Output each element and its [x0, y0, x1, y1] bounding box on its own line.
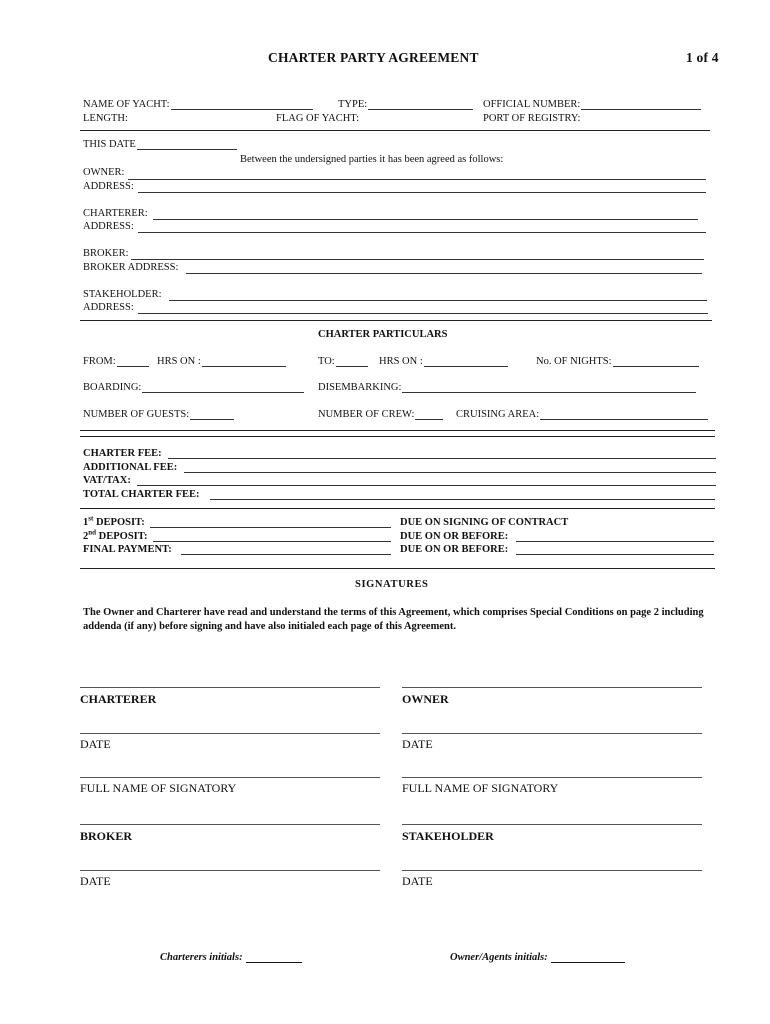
yacht-name-field[interactable] [171, 99, 313, 110]
owner-field[interactable] [128, 179, 706, 180]
disembarking-field[interactable] [402, 382, 696, 393]
yacht-type-field[interactable] [368, 99, 473, 110]
broker-signature-line[interactable] [80, 824, 380, 825]
due-signing-label: DUE ON SIGNING OF CONTRACT [400, 517, 569, 528]
cruising-label: CRUISING AREA: [456, 409, 540, 420]
broker-address-label: BROKER ADDRESS: [83, 262, 179, 273]
crew-field[interactable] [415, 409, 443, 420]
charterer-date-label: DATE [80, 737, 111, 751]
owner-initials-row [450, 952, 625, 963]
boarding-label: BOARDING: [83, 382, 142, 393]
divider [80, 436, 715, 437]
stakeholder-field[interactable] [169, 300, 707, 301]
due-before-field-1[interactable] [516, 541, 714, 542]
nights-label: No. OF NIGHTS: [536, 356, 612, 367]
page-number: 1 of 4 [686, 50, 719, 65]
from-label: FROM: [83, 356, 116, 367]
additional-fee-field[interactable] [184, 472, 716, 473]
vat-label: VAT/TAX: [83, 475, 131, 486]
broker-address-field[interactable] [186, 273, 702, 274]
charterer-address-field[interactable] [138, 232, 706, 233]
yacht-type-label: TYPE: [338, 99, 368, 110]
nights-row [536, 356, 699, 367]
charterer-signature-line[interactable] [80, 687, 380, 688]
charterer-address-label: ADDRESS: [83, 221, 134, 232]
yacht-name-row [83, 99, 313, 110]
charterer-initials-label: Charterers initials: [160, 952, 243, 963]
owner-date-line[interactable] [402, 733, 702, 734]
particulars-heading: CHARTER PARTICULARS [318, 329, 448, 340]
crew-row [318, 409, 443, 420]
hrs-on-label: HRS ON : [157, 356, 201, 367]
yacht-name-label: NAME OF YACHT: [83, 99, 170, 110]
intro-text: Between the undersigned parties it has been agreed as follows: [240, 154, 504, 165]
second-deposit-field[interactable] [153, 541, 391, 542]
broker-field[interactable] [131, 259, 704, 260]
second-deposit-label: 2nd DEPOSIT: [83, 528, 148, 542]
final-payment-field[interactable] [181, 554, 391, 555]
owner-initials-field[interactable] [551, 952, 625, 963]
nights-field[interactable] [613, 356, 699, 367]
cruising-field[interactable] [540, 409, 708, 420]
crew-label: NUMBER OF CREW: [318, 409, 415, 420]
owner-date-label: DATE [402, 737, 433, 751]
guests-field[interactable] [190, 409, 234, 420]
charterer-initials-row [160, 952, 302, 963]
charter-fee-label: CHARTER FEE: [83, 448, 162, 459]
guests-row [83, 409, 234, 420]
due-before-label-2: DUE ON OR BEFORE: [400, 544, 509, 555]
charterer-fullname-label: FULL NAME OF SIGNATORY [80, 781, 237, 795]
to-label: TO: [318, 356, 335, 367]
total-fee-label: TOTAL CHARTER FEE: [83, 489, 200, 500]
document-title: CHARTER PARTY AGREEMENT [268, 50, 479, 65]
due-before-label-1: DUE ON OR BEFORE: [400, 531, 509, 542]
divider [80, 508, 715, 509]
stakeholder-date-line[interactable] [402, 870, 702, 871]
divider [80, 130, 710, 131]
charterer-fullname-line[interactable] [80, 777, 380, 778]
stakeholder-label: STAKEHOLDER: [83, 289, 162, 300]
broker-date-label: DATE [80, 874, 111, 888]
divider [80, 430, 715, 431]
first-deposit-field[interactable] [150, 527, 391, 528]
additional-fee-label: ADDITIONAL FEE: [83, 462, 178, 473]
owner-label: OWNER: [83, 167, 125, 178]
yacht-type-row [338, 99, 473, 110]
hrs-on-from-field[interactable] [202, 356, 286, 367]
charter-fee-field[interactable] [168, 458, 716, 459]
hrs-on-to-row [379, 356, 508, 367]
charterer-initials-field[interactable] [246, 952, 302, 963]
divider [80, 568, 715, 569]
charterer-date-line[interactable] [80, 733, 380, 734]
stakeholder-signature-line[interactable] [402, 824, 702, 825]
owner-address-label: ADDRESS: [83, 181, 134, 192]
flag-label: FLAG OF YACHT: [276, 113, 360, 124]
boarding-field[interactable] [142, 382, 304, 393]
first-deposit-label: 1st DEPOSIT: [83, 514, 145, 528]
charterer-field[interactable] [153, 219, 698, 220]
owner-initials-label: Owner/Agents initials: [450, 952, 548, 963]
charterer-label: CHARTERER: [83, 208, 148, 219]
this-date-field[interactable] [137, 139, 237, 150]
agreement-statement: The Owner and Charterer have read and understand the terms of this Agreement, which comprises Special Conditions on page 2 including addenda (if any) before signing and have also initialed each page of this Agreement. [83, 607, 704, 632]
hrs-on-label: HRS ON : [379, 356, 423, 367]
hrs-on-to-field[interactable] [424, 356, 508, 367]
stakeholder-date-label: DATE [402, 874, 433, 888]
boarding-row [83, 382, 304, 393]
due-before-field-2[interactable] [516, 554, 714, 555]
this-date-row [83, 139, 237, 150]
owner-signature-label: OWNER [402, 692, 449, 706]
length-label: LENGTH: [83, 113, 128, 124]
from-field[interactable] [117, 356, 149, 367]
official-number-row [483, 99, 701, 110]
port-registry-label: PORT OF REGISTRY: [483, 113, 581, 124]
stakeholder-address-label: ADDRESS: [83, 302, 134, 313]
broker-label: BROKER: [83, 248, 129, 259]
from-row [83, 356, 149, 367]
disembarking-label: DISEMBARKING: [318, 382, 402, 393]
broker-signature-label: BROKER [80, 829, 133, 843]
stakeholder-signature-label: STAKEHOLDER [402, 829, 494, 843]
vat-field[interactable] [137, 485, 716, 486]
owner-address-field[interactable] [138, 192, 706, 193]
official-number-label: OFFICIAL NUMBER: [483, 99, 581, 110]
this-date-label: THIS DATE [83, 139, 136, 150]
official-number-field[interactable] [581, 99, 701, 110]
disembarking-row [318, 382, 696, 393]
divider [80, 320, 712, 321]
owner-fullname-line[interactable] [402, 777, 702, 778]
broker-date-line[interactable] [80, 870, 380, 871]
final-payment-label: FINAL PAYMENT: [83, 544, 172, 555]
to-field[interactable] [336, 356, 368, 367]
cruising-row [456, 409, 708, 420]
to-row [318, 356, 368, 367]
signatures-heading: SIGNATURES [355, 579, 429, 590]
stakeholder-address-field[interactable] [138, 313, 708, 314]
hrs-on-from-row [157, 356, 286, 367]
total-fee-field[interactable] [210, 499, 715, 500]
charterer-signature-label: CHARTERER [80, 692, 157, 706]
owner-signature-line[interactable] [402, 687, 702, 688]
guests-label: NUMBER OF GUESTS: [83, 409, 190, 420]
owner-fullname-label: FULL NAME OF SIGNATORY [402, 781, 559, 795]
